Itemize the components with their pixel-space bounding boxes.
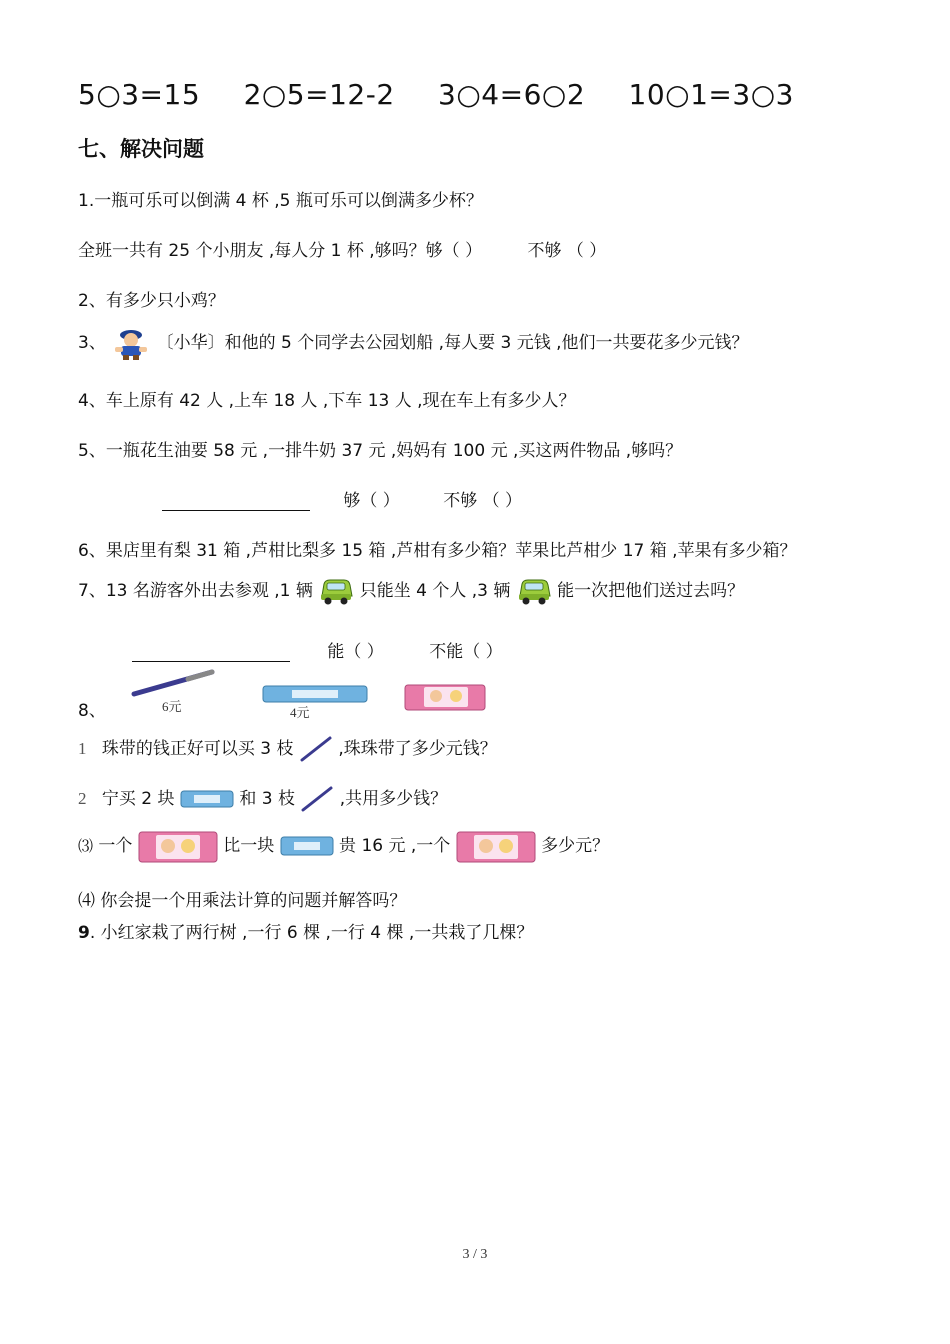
boy-xiaohua-icon [111, 326, 151, 360]
pencil-box-icon [456, 826, 536, 866]
section-title: 七、解决问题 [78, 137, 204, 161]
question-5: 5、一瓶花生油要 58 元 ,一排牛奶 37 元 ,妈妈有 100 元 ,买这两件物品 ,够吗？ [78, 441, 683, 461]
pen-item [128, 668, 218, 714]
minivan-icon [318, 576, 354, 606]
question-8-part-3: ⑶ 一个 比一块 贵 16 元 ,一个 多少元？ [78, 826, 609, 866]
question-2: 2、有多少只小鸡？ [78, 291, 225, 311]
eraser-icon [262, 684, 368, 704]
answer-blank[interactable] [162, 492, 310, 511]
minivan-icon [516, 576, 552, 606]
question-8-part-2: 2 宁买 2 块 和 3 枝 ,共用多少钱？ [78, 784, 447, 813]
eraser-icon [180, 788, 234, 810]
equation-row [78, 78, 828, 111]
question-8-part-4: ⑷ 你会提一个用乘法计算的问题并解答吗？ [78, 891, 407, 911]
question-3: 3、 〔小华〕和他的 5 个同学去公园划船 ,每人要 3 元钱 ,他们一共要花多少元钱？ [78, 326, 749, 360]
pen-icon [128, 668, 218, 698]
answer-blank[interactable] [132, 643, 290, 662]
pen-icon [300, 785, 334, 813]
equation: 5○3=15 [78, 78, 201, 111]
question-7: 7、13 名游客外出去参观 ,1 辆 只能坐 4 个人 ,3 辆 能一次把他们送过去吗？ [78, 576, 744, 606]
question-7-answer: 能（ ） 不能（ ） [132, 637, 503, 662]
pen-icon [299, 735, 333, 763]
equation: 2○5=12-2 [243, 78, 395, 111]
eraser-price: 4元 [290, 705, 310, 720]
question-9: 9. 小红家栽了两行树 ,一行 6 棵 ,一行 4 棵 ,一共栽了几棵？ [78, 923, 534, 943]
question-4: 4、车上原有 42 人 ,上车 18 人 ,下车 13 人 ,现在车上有多少人？ [78, 391, 576, 411]
question-8-label: 8、 [78, 701, 106, 721]
question-1: 1.一瓶可乐可以倒满 4 杯 ,5 瓶可乐可以倒满多少杯？ [78, 191, 483, 211]
question-6: 6、果店里有梨 31 箱 ,芦柑比梨多 15 箱 ,芦柑有多少箱？苹果比芦柑少 17 箱 ,苹果有多少箱？ [78, 541, 797, 561]
question-1-followup: 全班一共有 25 个小朋友 ,每人分 1 杯 ,够吗？够（ ） 不够 （ ） [78, 241, 607, 261]
equation: 10○1=3○3 [628, 78, 794, 111]
eraser-icon [280, 834, 334, 858]
pencil-box-icon [138, 826, 218, 866]
pen-price: 6元 [162, 699, 182, 714]
question-5-answer: 够（ ） 不够 （ ） [162, 486, 522, 511]
question-8-part-1: 1 珠带的钱正好可以买 3 枝 ,珠珠带了多少元钱？ [78, 734, 497, 763]
pencil-box-icon [404, 682, 486, 712]
eraser-item [262, 684, 368, 718]
page-number: 3 / 3 [462, 1247, 488, 1262]
equation: 3○4=6○2 [438, 78, 586, 111]
